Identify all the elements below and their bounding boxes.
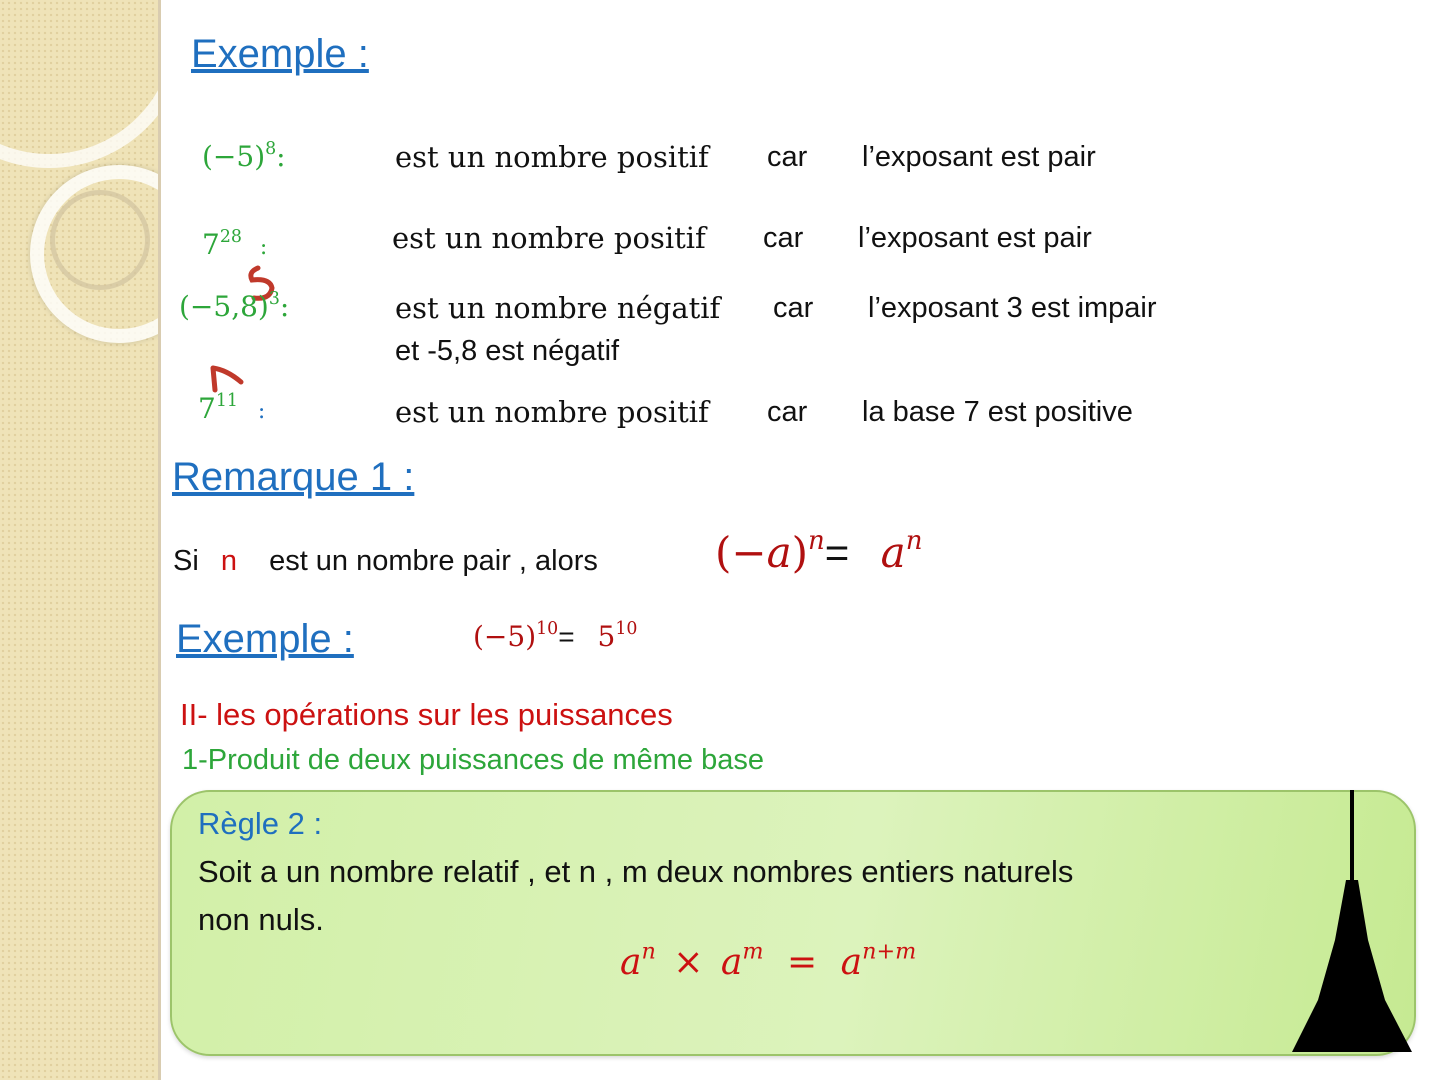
section-subtitle: 1-Produit de deux puissances de même base	[182, 744, 764, 776]
example-heading: Exemple :	[191, 32, 369, 76]
decorative-ring-top	[0, 0, 161, 168]
expression-row-3: $(-5,8)^3$:	[179, 288, 290, 323]
rule-title: Règle 2 :	[198, 806, 323, 841]
rule-line-1: Soit a un nombre relatif , et n , m deux nombres entiers naturels	[198, 854, 1074, 889]
reason-row-1: l’exposant est pair	[862, 141, 1096, 173]
car-row-4: car	[767, 396, 808, 428]
description-row-2: est un nombre positif	[392, 221, 706, 255]
remark-sentence	[173, 545, 598, 578]
example-2-formula: $(-5)^{10}= 5^{10}$	[473, 618, 638, 653]
rule-line-2: non nuls.	[198, 902, 324, 937]
expression-row-4: $7^{11}$ :	[198, 390, 266, 425]
example-2-heading: Exemple :	[176, 617, 354, 661]
remark-text: est un nombre pair , alors	[269, 545, 598, 577]
reason-row-3-continued: et -5,8 est négatif	[395, 335, 620, 367]
section-title: II- les opérations sur les puissances	[180, 697, 673, 732]
decorative-side-band	[0, 0, 161, 1080]
description-row-1: est un nombre positif	[395, 140, 709, 174]
reason-row-2: l’exposant est pair	[858, 222, 1092, 254]
remark-heading: Remarque 1 :	[172, 455, 415, 499]
description-row-4: est un nombre positif	[395, 395, 709, 429]
reason-row-3: l’exposant 3 est impair	[868, 292, 1157, 324]
decorative-ring-small	[50, 190, 150, 290]
description-row-3: est un nombre négatif	[395, 291, 721, 325]
rule-formula: $a^n \times a^m = a^{n+m}$	[620, 938, 917, 983]
car-row-2: car	[763, 222, 804, 254]
car-row-1: car	[767, 141, 808, 173]
decorative-black-wedge	[1290, 790, 1415, 1056]
rule-box	[170, 790, 1416, 1056]
car-row-3: car	[773, 292, 814, 324]
remark-n: n	[220, 545, 237, 577]
expression-row-2: $7^{28}$ :	[202, 226, 268, 261]
reason-row-4: la base 7 est positive	[862, 396, 1133, 428]
remark-formula: $(-a)^n= a^n$	[715, 525, 923, 577]
expression-row-1: $(-5)^8$:	[202, 138, 286, 173]
remark-si: Si	[173, 545, 199, 577]
